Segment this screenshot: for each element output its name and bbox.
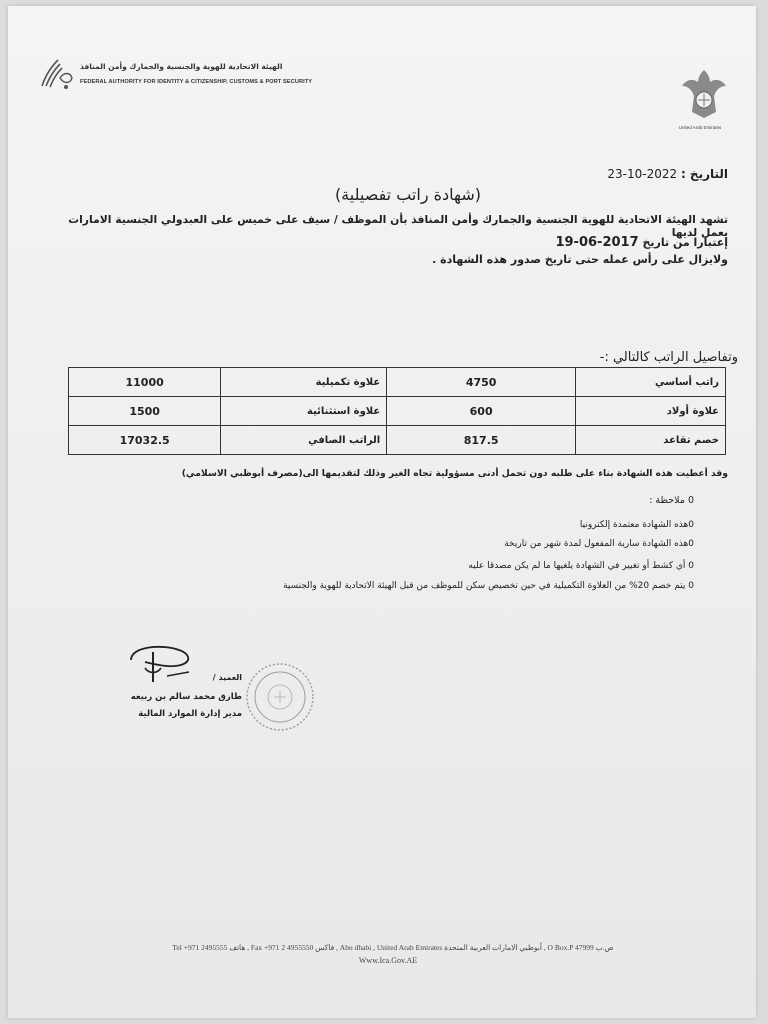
note-item: 0هذه الشهادة سارية المفعول لمدة شهر من تاريخة — [504, 539, 694, 549]
table-row — [69, 368, 726, 397]
document-title: (شهادة راتب تفصيلية) — [334, 185, 482, 204]
statement-text: وقد أعطيت هذه الشهادة بناء على طلبه دون تحمل أدنى مسؤولية تجاه الغير وذلك لتقديمها الى(مصرف أبوظبي الاسلامي) — [181, 468, 728, 479]
certificate-page — [8, 6, 756, 1018]
signatory-role: مدير إدارة الموارد المالية — [138, 709, 242, 719]
body-line-1: تشهد الهيئة الاتحادية للهوية الجنسية والجمارك وأمن المنافذ بأن الموظف / سيف على خميس على العبدولي الجنسية الامارات يعمل لديها — [68, 213, 728, 239]
date-label: التاريخ : — [680, 167, 728, 181]
salary-details-label: وتفاصيل الراتب كالتالي :- — [599, 350, 738, 365]
start-date: 2017-06-19 — [555, 235, 639, 250]
table-row — [69, 397, 726, 426]
official-stamp-icon — [244, 661, 316, 733]
notes-title: 0 ملاحظة : — [649, 495, 694, 506]
start-date-prefix: إعتبارا من تاريخ — [642, 236, 728, 249]
authority-name-ar: الهيئة الاتحادية للهوية والجنسية والجمارك وأمن المنافذ — [80, 62, 283, 71]
footer-contact: Tel +971 2495555 هاتف , Fax +971 2 4955550 فاكس , Abu dhabi , United Arab Emirates أبوظبي الامارات العربية المتحدة , O Box.P 47999 ص.ب — [172, 943, 614, 952]
table-cell-label: علاوة تكميلية — [221, 368, 387, 397]
table-cell-value: 11000 — [69, 368, 221, 397]
table-cell-label: راتب أساسي — [576, 368, 726, 397]
table-cell-label: علاوة استثنائية — [221, 397, 387, 426]
note-item: 0هذه الشهادة معتمدة إلكترونيا — [579, 520, 694, 530]
table-cell-label: علاوة أولاد — [576, 397, 726, 426]
table-cell-value: 1500 — [69, 397, 221, 426]
table-cell-value: 17032.5 — [69, 426, 221, 455]
note-item: 0 يتم خصم 20% من العلاوة التكميلية في حين تخصيص سكن للموظف من قبل الهيئة الاتحادية للهوية والجنسية — [283, 581, 694, 591]
table-cell-label: الراتب الصافي — [221, 426, 387, 455]
uae-emblem-icon — [680, 66, 728, 126]
table-cell-value: 4750 — [387, 368, 576, 397]
body-line-2 — [308, 235, 728, 250]
table-cell-value: 817.5 — [387, 426, 576, 455]
signatory-title: العميد / — [212, 673, 242, 682]
body-line-3: ولايزال على رأس عمله حتى تاريخ صدور هذه الشهادة . — [432, 253, 728, 266]
emblem-label: United Arab Emirates — [678, 125, 722, 130]
authority-logo-icon — [36, 56, 76, 96]
table-cell-label: خصم تقاعد — [576, 426, 726, 455]
date-line — [558, 167, 728, 181]
date-value: 2022-10-23 — [607, 167, 678, 181]
salary-table — [68, 367, 726, 455]
footer-website: Www.Ica.Gov.AE — [358, 956, 418, 965]
table-cell-value: 600 — [387, 397, 576, 426]
note-item: 0 أي كشط أو تغيير في الشهادة يلغيها ما لم يكن مصدقا عليه — [468, 561, 694, 571]
authority-name-en: FEDERAL AUTHORITY FOR IDENTITY & CITIZENSHIP, CUSTOMS & PORT SECURITY — [80, 79, 313, 85]
signatory-name: طارق محمد سالم بن ربيعه — [130, 692, 242, 702]
table-row — [69, 426, 726, 455]
